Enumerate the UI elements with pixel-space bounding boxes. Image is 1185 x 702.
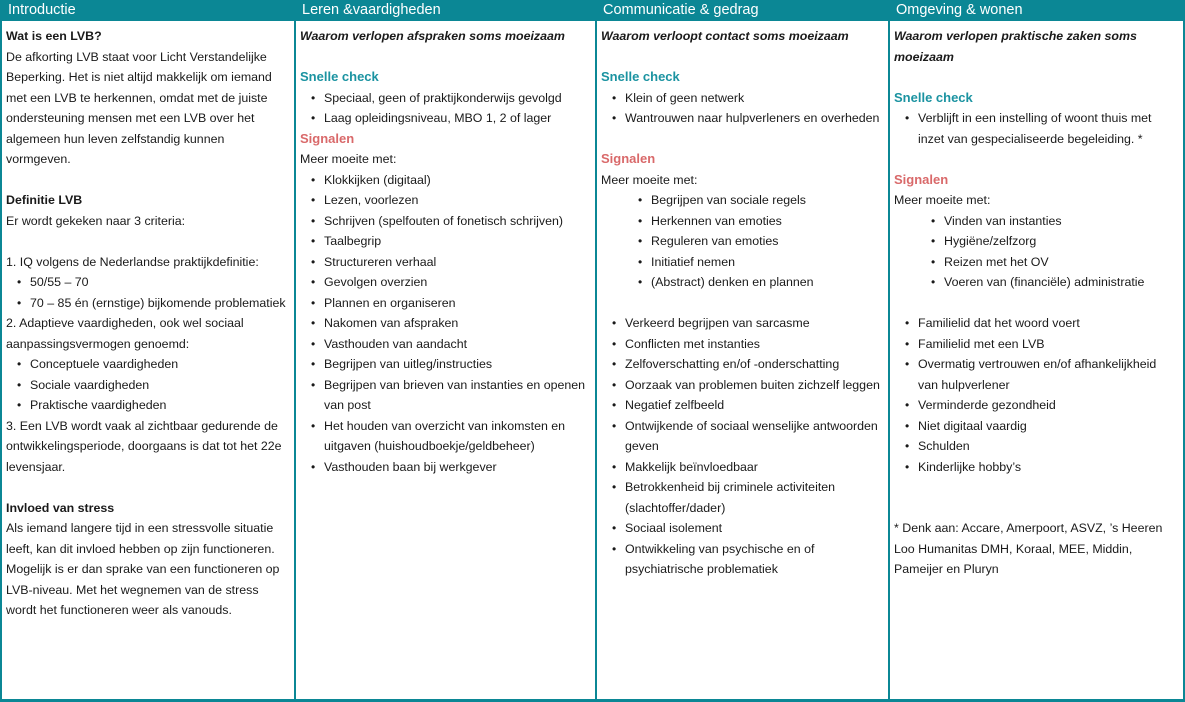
signal-intro: Meer moeite met: — [601, 172, 698, 187]
list-item: • Schulden — [918, 436, 1179, 457]
list-item: • Sociaal isolement — [625, 518, 884, 539]
list-item: • Hygiëne/zelfzorg — [944, 231, 1179, 252]
list-item: • Ontwikkeling van psychische en of psychiatrische problematiek — [625, 539, 884, 580]
list-item: • Verminderde gezondheid — [918, 395, 1179, 416]
list-item: • Conceptuele vaardigheden — [30, 354, 290, 375]
list-item: • Negatief zelfbeeld — [625, 395, 884, 416]
column-header: Leren &vaardigheden — [294, 0, 595, 21]
list-item: • Herkennen van emoties — [651, 211, 884, 232]
section-heading: Wat is een LVB? — [6, 29, 102, 43]
check-list — [894, 108, 1179, 149]
list-item: • Initiatief nemen — [651, 252, 884, 273]
list-item: • Makkelijk beïnvloedbaar — [625, 457, 884, 478]
criterion: 1. IQ volgens de Nederlandse praktijkdefinitie: — [6, 254, 259, 269]
list-item: • Overmatig vertrouwen en/of afhankelijkheid van hulpverlener — [918, 354, 1179, 395]
criterion: 2. Adaptieve vaardigheden, ook wel sociaal aanpassingsvermogen genoemd: — [6, 316, 244, 351]
list-item: • Betrokkenheid bij criminele activiteiten (slachtoffer/dader) — [625, 477, 884, 518]
list-item: • Laag opleidingsniveau, MBO 1, 2 of lager — [324, 108, 591, 129]
signal-list — [300, 170, 591, 478]
list-item: • Structureren verhaal — [324, 252, 591, 273]
list-item: • Verblijft in een instelling of woont thuis met inzet van gespecialiseerde begeleiding. * — [918, 108, 1179, 149]
list-item: • Praktische vaardigheden — [30, 395, 290, 416]
column-header: Omgeving & wonen — [888, 0, 1185, 21]
column-communicatie-gedrag — [595, 0, 888, 702]
list-item: • Gevolgen overzien — [324, 272, 591, 293]
list-item: • Oorzaak van problemen buiten zichzelf leggen — [625, 375, 884, 396]
column-body — [294, 21, 595, 702]
signalen-heading: Signalen — [894, 171, 949, 187]
list-item: • Lezen, voorlezen — [324, 190, 591, 211]
list-item: • Vasthouden van aandacht — [324, 334, 591, 355]
section-heading: Invloed van stress — [6, 500, 115, 515]
check-list — [300, 88, 591, 129]
list-item: • Verkeerd begrijpen van sarcasme — [625, 313, 884, 334]
column-body — [0, 21, 294, 702]
bullet-list — [6, 272, 290, 313]
list-item: • Vasthouden baan bij werkgever — [324, 457, 591, 478]
list-item: • Kinderlijke hobby’s — [918, 457, 1179, 478]
list-item: • Familielid met een LVB — [918, 334, 1179, 355]
column-question: Waarom verlopen afspraken soms moeizaam — [300, 29, 565, 43]
bullet-list — [6, 354, 290, 416]
column-question: Waarom verloopt contact soms moeizaam — [601, 29, 849, 43]
paragraph: De afkorting LVB staat voor Licht Verstandelijke Beperking. Het is niet altijd makkelijk om iemand met een LVB te herkennen, omdat met de juiste ondersteuning mensen met een LVB over het algemeen hun leven zelfstandig kunnen vormgeven. — [6, 49, 272, 166]
list-item: • Conflicten met instanties — [625, 334, 884, 355]
list-item: • Reguleren van emoties — [651, 231, 884, 252]
list-item: • Ontwijkende of sociaal wenselijke antwoorden geven — [625, 416, 884, 457]
snelle-check-heading: Snelle check — [894, 89, 973, 105]
column-body — [888, 21, 1185, 702]
list-item: • Wantrouwen naar hulpverleners en overheden — [625, 108, 884, 129]
section-heading: Definitie LVB — [6, 193, 83, 207]
list-item: • Voeren van (financiële) administratie — [944, 272, 1179, 293]
paragraph: Er wordt gekeken naar 3 criteria: — [6, 213, 186, 228]
check-list — [601, 88, 884, 129]
column-question: Waarom verlopen praktische zaken soms moeizaam — [894, 29, 1137, 64]
list-item: • Vinden van instanties — [944, 211, 1179, 232]
list-item: • Plannen en organiseren — [324, 293, 591, 314]
list-item: • Speciaal, geen of praktijkonderwijs gevolgd — [324, 88, 591, 109]
signalen-heading: Signalen — [300, 130, 355, 146]
snelle-check-heading: Snelle check — [300, 69, 379, 84]
other-signal-list — [894, 313, 1179, 477]
list-item: • Reizen met het OV — [944, 252, 1179, 273]
column-header: Communicatie & gedrag — [595, 0, 888, 21]
list-item: • Taalbegrip — [324, 231, 591, 252]
snelle-check-heading: Snelle check — [601, 69, 680, 84]
list-item: • Schrijven (spelfouten of fonetisch schrijven) — [324, 211, 591, 232]
other-signal-list — [601, 313, 884, 580]
list-item: • Begrijpen van sociale regels — [651, 190, 884, 211]
list-item: • Niet digitaal vaardig — [918, 416, 1179, 437]
column-body — [595, 21, 888, 702]
list-item: • Nakomen van afspraken — [324, 313, 591, 334]
criterion: 3. Een LVB wordt vaak al zichtbaar gedurende de ontwikkelingsperiode, doorgaans is dat tot het 22e levensjaar. — [6, 418, 282, 474]
list-item: • 70 – 85 én (ernstige) bijkomende problematiek — [30, 293, 290, 314]
list-item: • Sociale vaardigheden — [30, 375, 290, 396]
column-omgeving-wonen — [888, 0, 1185, 702]
signal-intro: Meer moeite met: — [894, 193, 991, 207]
list-item: • Klein of geen netwerk — [625, 88, 884, 109]
column-leren-vaardigheden — [294, 0, 595, 702]
list-item: • Begrijpen van brieven van instanties en openen van post — [324, 375, 591, 416]
column-introductie — [0, 0, 294, 702]
paragraph: Als iemand langere tijd in een stressvolle situatie leeft, kan dit invloed hebben op zijn functioneren. Mogelijk is er dan sprake van een functioneren op LVB-niveau. Met het wegnemen van de stress wordt het functioneren weer als vanouds. — [6, 521, 280, 617]
list-item: • 50/55 – 70 — [30, 272, 290, 293]
signal-list — [894, 211, 1179, 293]
list-item: • Familielid dat het woord voert — [918, 313, 1179, 334]
signal-list — [601, 190, 884, 293]
list-item: • Begrijpen van uitleg/instructies — [324, 354, 591, 375]
list-item: • Klokkijken (digitaal) — [324, 170, 591, 191]
list-item: • (Abstract) denken en plannen — [651, 272, 884, 293]
list-item: • Zelfoverschatting en/of -onderschatting — [625, 354, 884, 375]
signal-intro: Meer moeite met: — [300, 152, 397, 166]
list-item: • Het houden van overzicht van inkomsten en uitgaven (huishoudboekje/geldbeheer) — [324, 416, 591, 457]
signalen-heading: Signalen — [601, 151, 656, 166]
footnote: * Denk aan: Accare, Amerpoort, ASVZ, ’s Heeren Loo Humanitas DMH, Koraal, MEE, Middin, Pameijer en Pluryn — [894, 521, 1163, 576]
column-header: Introductie — [0, 0, 294, 21]
